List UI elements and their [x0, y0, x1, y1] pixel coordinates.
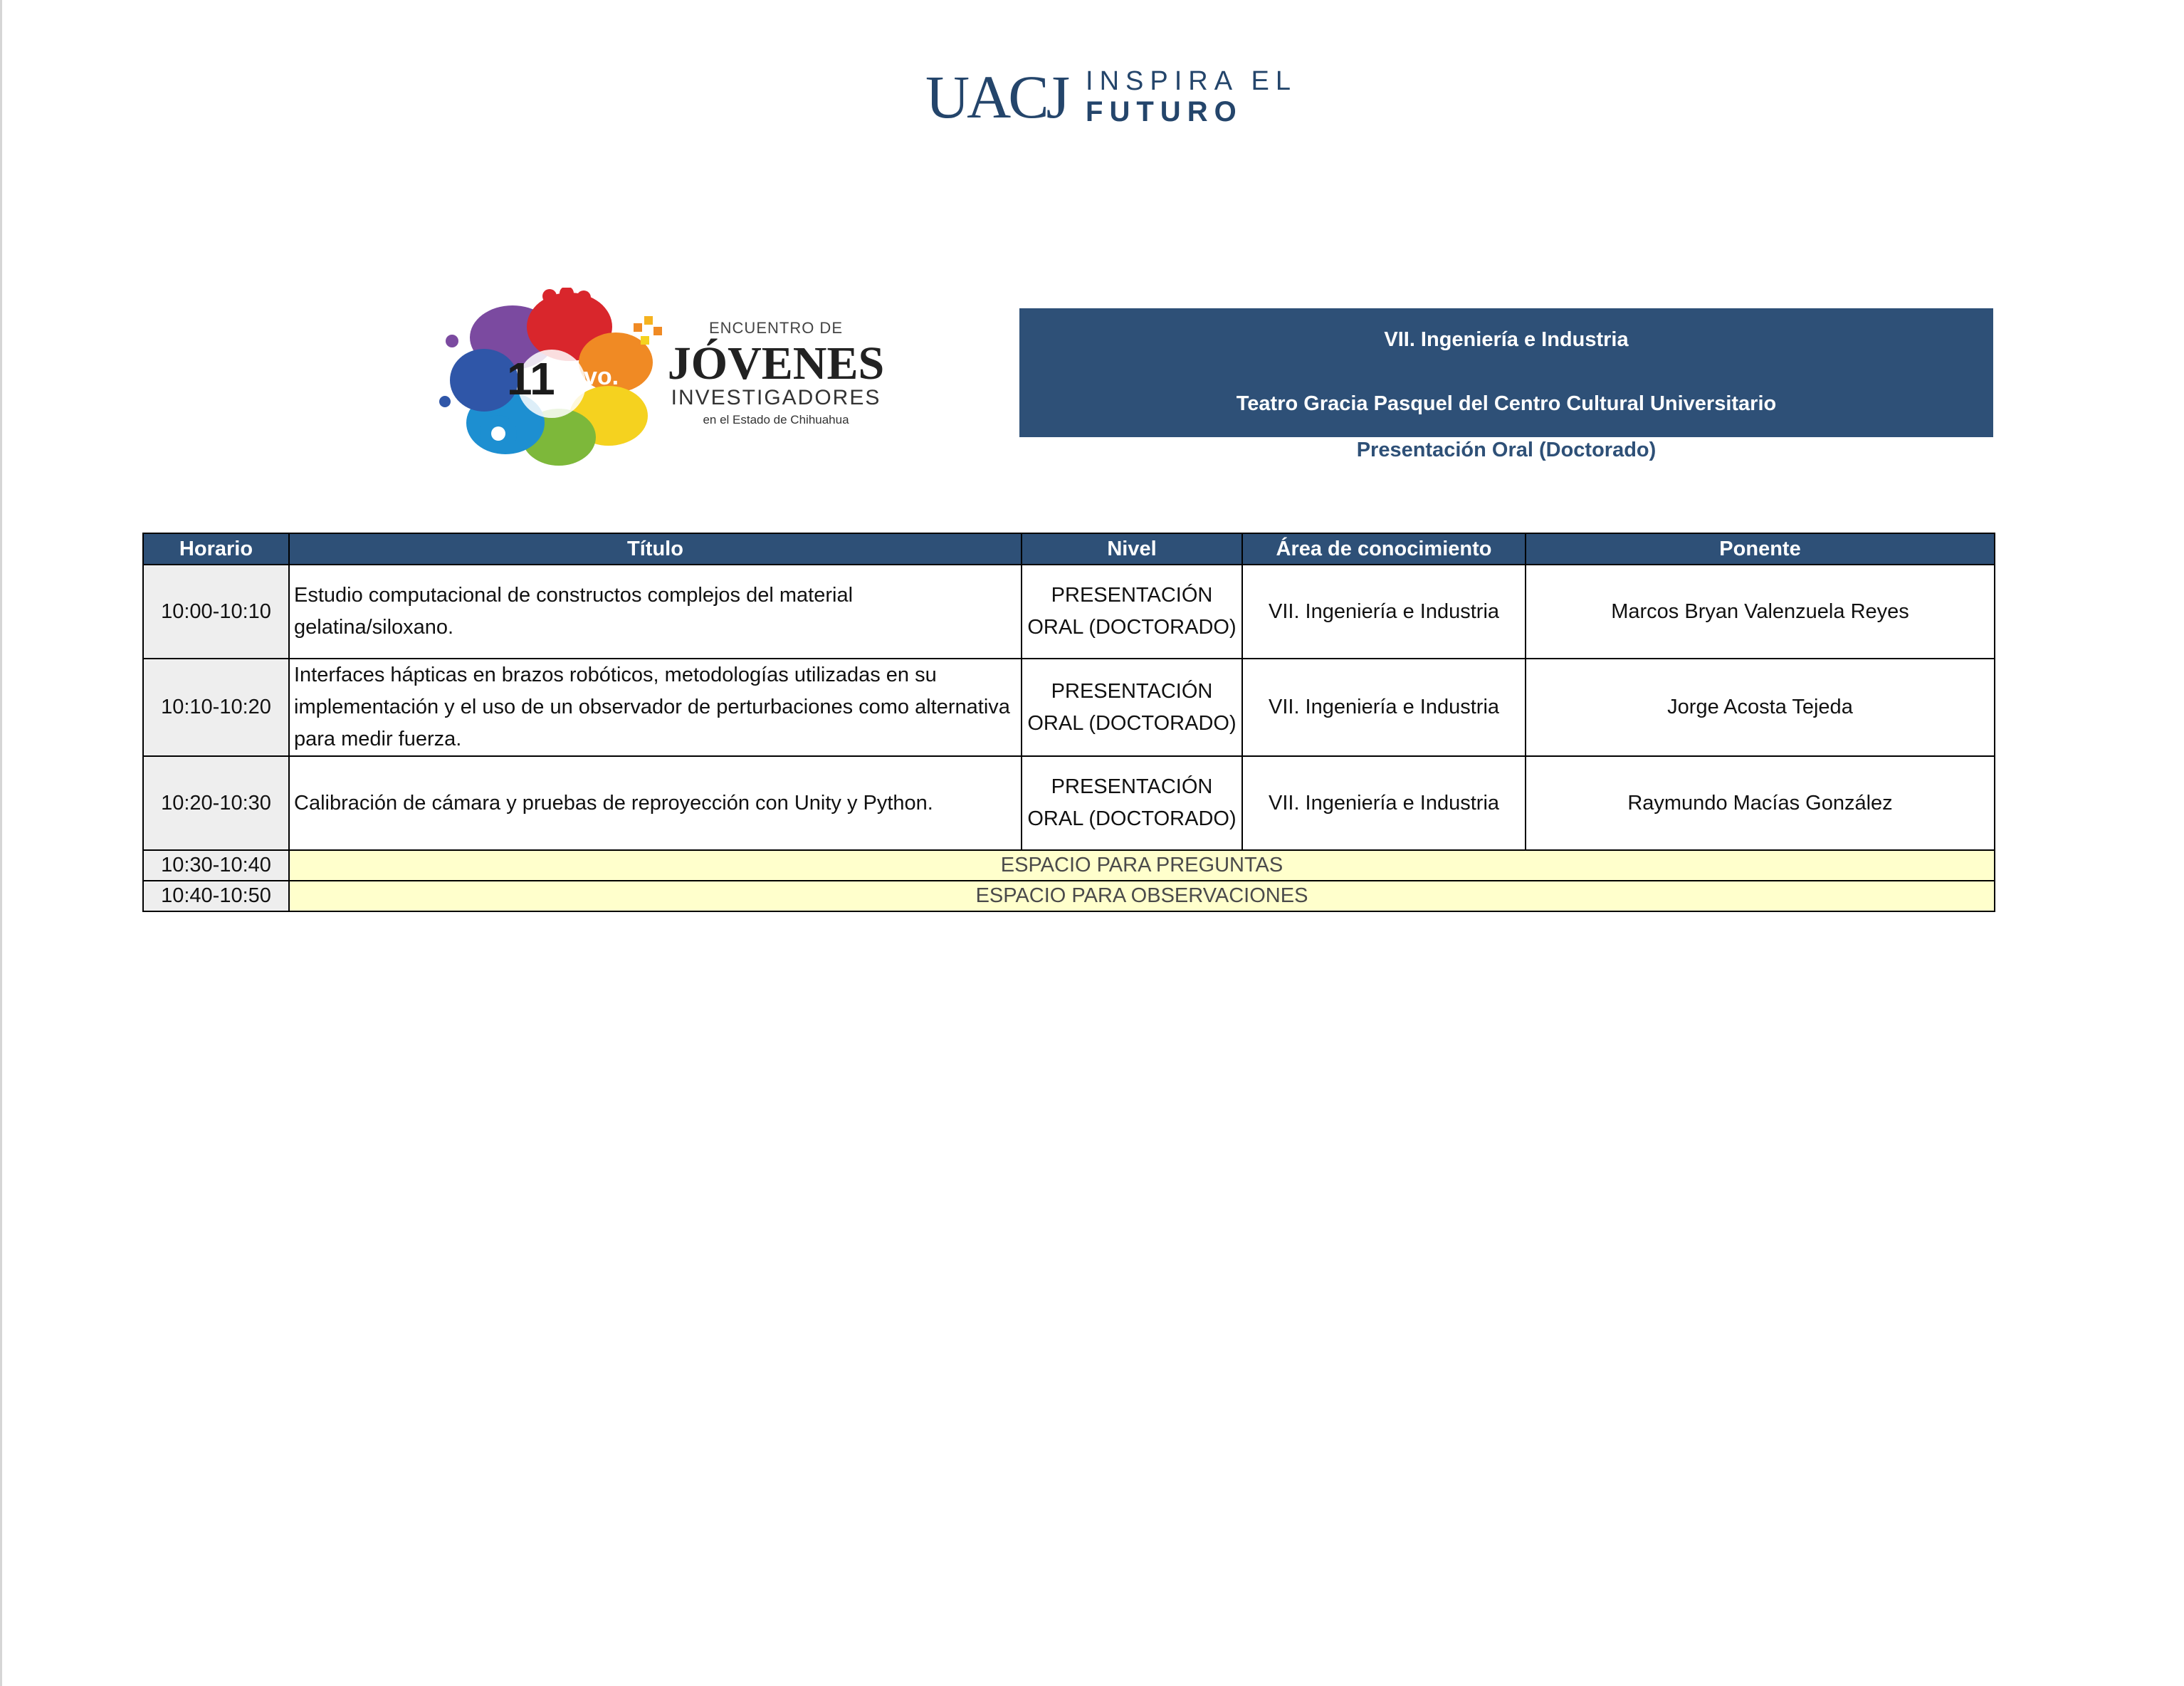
schedule-table: [142, 533, 1995, 912]
event-logo: [427, 288, 890, 473]
row-area: VII. Ingeniería e Industria: [1242, 756, 1526, 850]
event-logo-line3: INVESTIGADORES: [671, 386, 881, 409]
row-title: Calibración de cámara y pruebas de reproyección con Unity y Python.: [289, 756, 1022, 850]
row-time: 10:20-10:30: [143, 756, 289, 850]
event-edition-ordinal: vo.: [584, 363, 619, 390]
uacj-tagline-top: INSPIRA EL: [1086, 66, 1298, 96]
table-row: [143, 756, 1995, 850]
column-header-area: Área de conocimiento: [1242, 533, 1526, 565]
row-level: PRESENTACIÓN ORAL (DOCTORADO): [1022, 756, 1242, 850]
event-logo-line1: ENCUENTRO DE: [708, 319, 843, 337]
table-header-row: [143, 533, 1995, 565]
session-area: VII. Ingeniería e Industria: [1384, 328, 1629, 351]
table-row: [143, 659, 1995, 756]
column-header-horario: Horario: [143, 533, 289, 565]
row-speaker: Raymundo Macías González: [1526, 756, 1995, 850]
event-logo-line2: JÓVENES: [667, 337, 885, 389]
uacj-logo: [925, 61, 1297, 132]
event-logo-text: [662, 319, 890, 427]
row-time: 10:30-10:40: [143, 850, 289, 881]
row-time: 10:10-10:20: [143, 659, 289, 756]
uacj-wordmark: UACJ: [925, 63, 1068, 131]
row-time: 10:00-10:10: [143, 565, 289, 659]
row-speaker: Jorge Acosta Tejeda: [1526, 659, 1995, 756]
table-row-observations: [143, 881, 1995, 911]
row-speaker: Marcos Bryan Valenzuela Reyes: [1526, 565, 1995, 659]
questions-slot-label: ESPACIO PARA PREGUNTAS: [289, 850, 1995, 881]
row-area: VII. Ingeniería e Industria: [1242, 659, 1526, 756]
table-row: [143, 565, 1995, 659]
row-title: Interfaces hápticas en brazos robóticos, metodologías utilizadas en su implementación y el uso de un observador de perturbaciones como alternativa para medir fuerza.: [289, 659, 1022, 756]
observations-slot-label: ESPACIO PARA OBSERVACIONES: [289, 881, 1995, 911]
row-level: PRESENTACIÓN ORAL (DOCTORADO): [1022, 659, 1242, 756]
column-header-ponente: Ponente: [1526, 533, 1995, 565]
table-row-questions: [143, 850, 1995, 881]
row-area: VII. Ingeniería e Industria: [1242, 565, 1526, 659]
uacj-tagline-bottom: FUTURO: [1086, 96, 1243, 127]
row-level: PRESENTACIÓN ORAL (DOCTORADO): [1022, 565, 1242, 659]
row-title: Estudio computacional de constructos complejos del material gelatina/siloxano.: [289, 565, 1022, 659]
session-venue: Teatro Gracia Pasquel del Centro Cultural Universitario: [1236, 392, 1777, 415]
row-time: 10:40-10:50: [143, 881, 289, 911]
page-edge: [0, 0, 2, 1686]
event-edition-number: 11: [507, 353, 555, 404]
column-header-nivel: Nivel: [1022, 533, 1242, 565]
uacj-tagline: [1086, 68, 1297, 126]
session-modality: Presentación Oral (Doctorado): [1356, 439, 1657, 461]
column-header-titulo: Título: [289, 533, 1022, 565]
session-info-box: [1019, 308, 1993, 437]
event-logo-line4: en el Estado de Chihuahua: [703, 413, 849, 426]
